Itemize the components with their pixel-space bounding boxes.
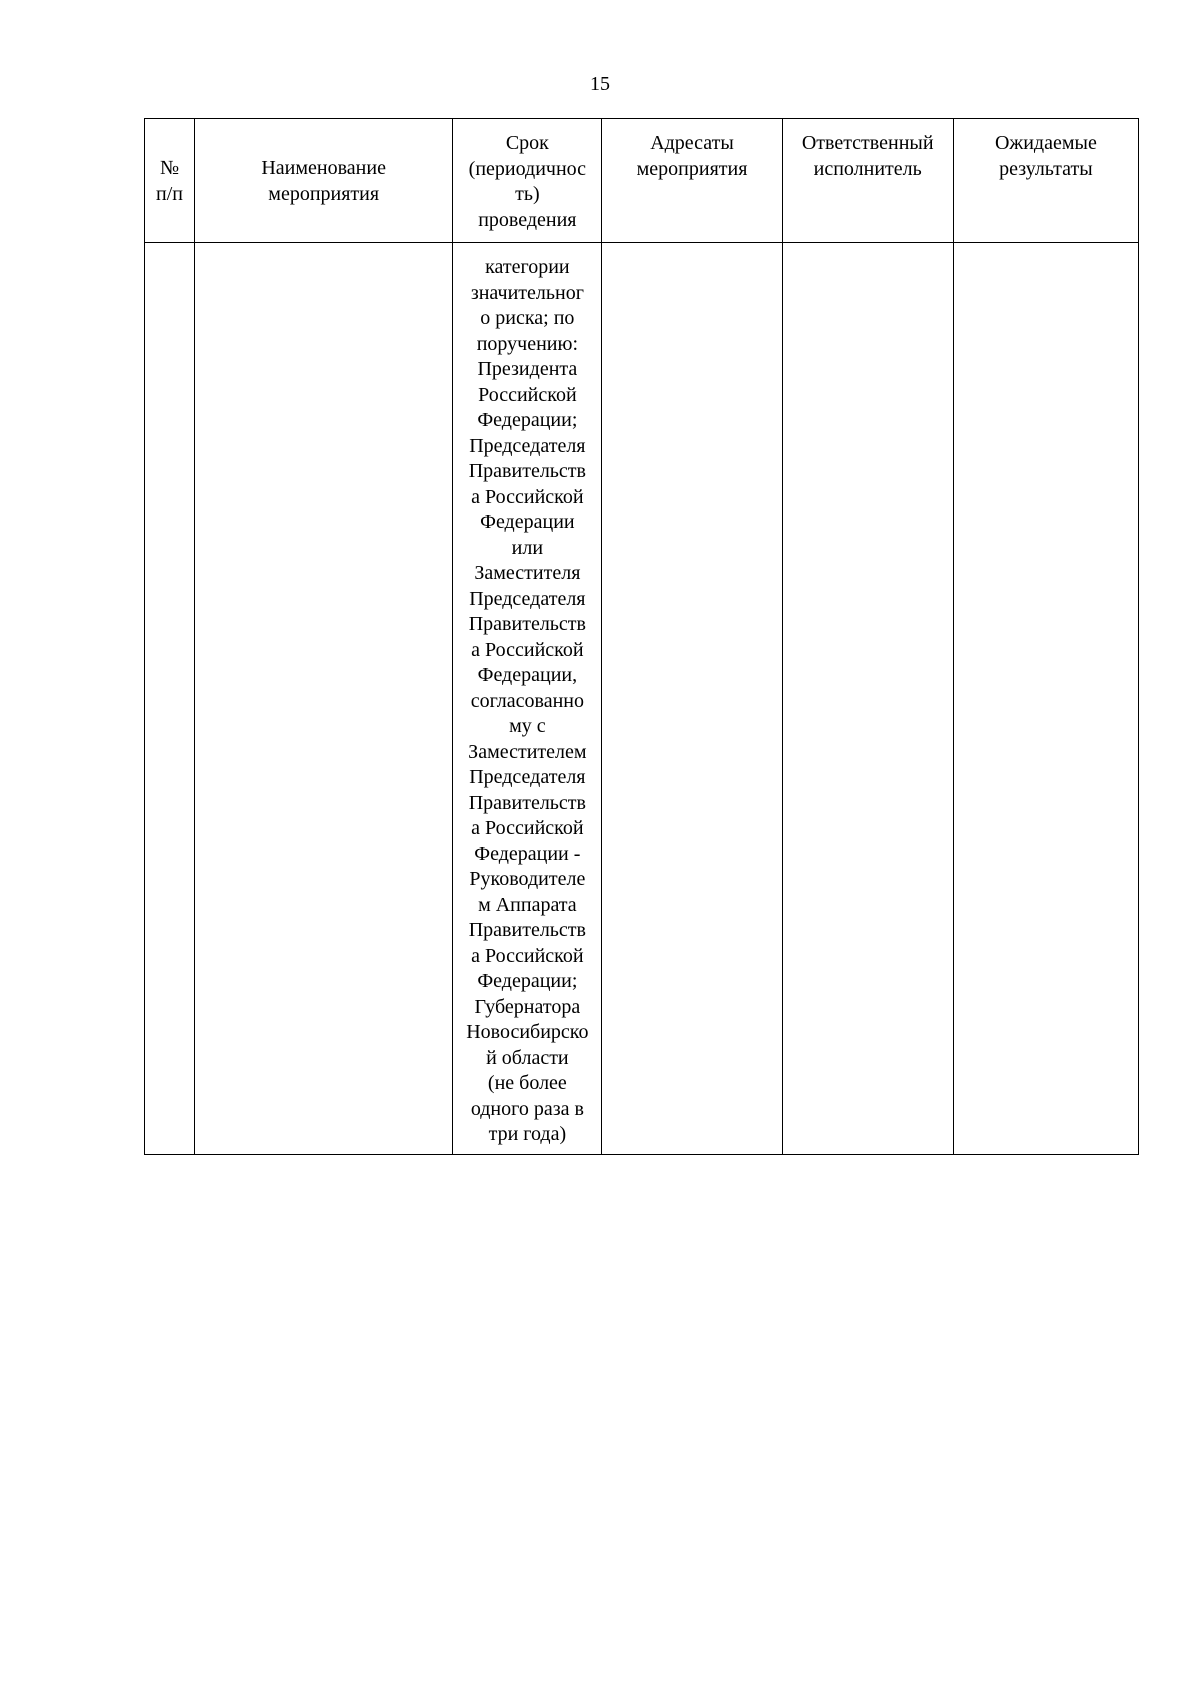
header-addressees [602,119,782,243]
cell-responsible-text [783,243,953,261]
cell-addressees [602,243,782,1155]
table-header [145,119,1139,243]
header-results [953,119,1138,243]
cell-results-text [954,243,1138,261]
cell-num-text [145,243,194,261]
header-responsible [782,119,953,243]
cell-results [953,243,1138,1155]
header-name-label: Наименование мероприятия [261,157,386,205]
header-addressees-label: Адресаты мероприятия [636,132,748,180]
header-term-label: Срок (периодичнос ть) проведения [468,132,587,231]
table-body [145,243,1139,1155]
page-number: 15 [590,73,610,95]
cell-addressees-text [602,243,781,261]
header-results-label: Ожидаемые результаты [994,132,1097,180]
cell-num [145,243,195,1155]
cell-term [453,243,602,1155]
header-row [145,119,1139,243]
table-row [145,243,1139,1155]
cell-responsible [782,243,953,1155]
cell-name-text [195,243,452,261]
header-term [453,119,602,243]
cell-term-text: категории значительног о риска; по поручению: Президента Российской Федерации; Председателя Правительств а Российской Федерации или Заместителя Председателя Правительств а Российской Федерации, согласованно му с Заместителем Председателя Правительств а Российской Федерации - Руководителе м Аппарата Правительств а Российской Федерации; Губернатора Новосибирско й области (не более одного раза в три года) [466,256,589,1145]
header-name [195,119,453,243]
events-table [144,118,1139,1155]
header-responsible-label: Ответственный исполнитель [801,132,934,180]
cell-name [195,243,453,1155]
header-num [145,119,195,243]
header-num-label: № п/п [156,157,183,205]
